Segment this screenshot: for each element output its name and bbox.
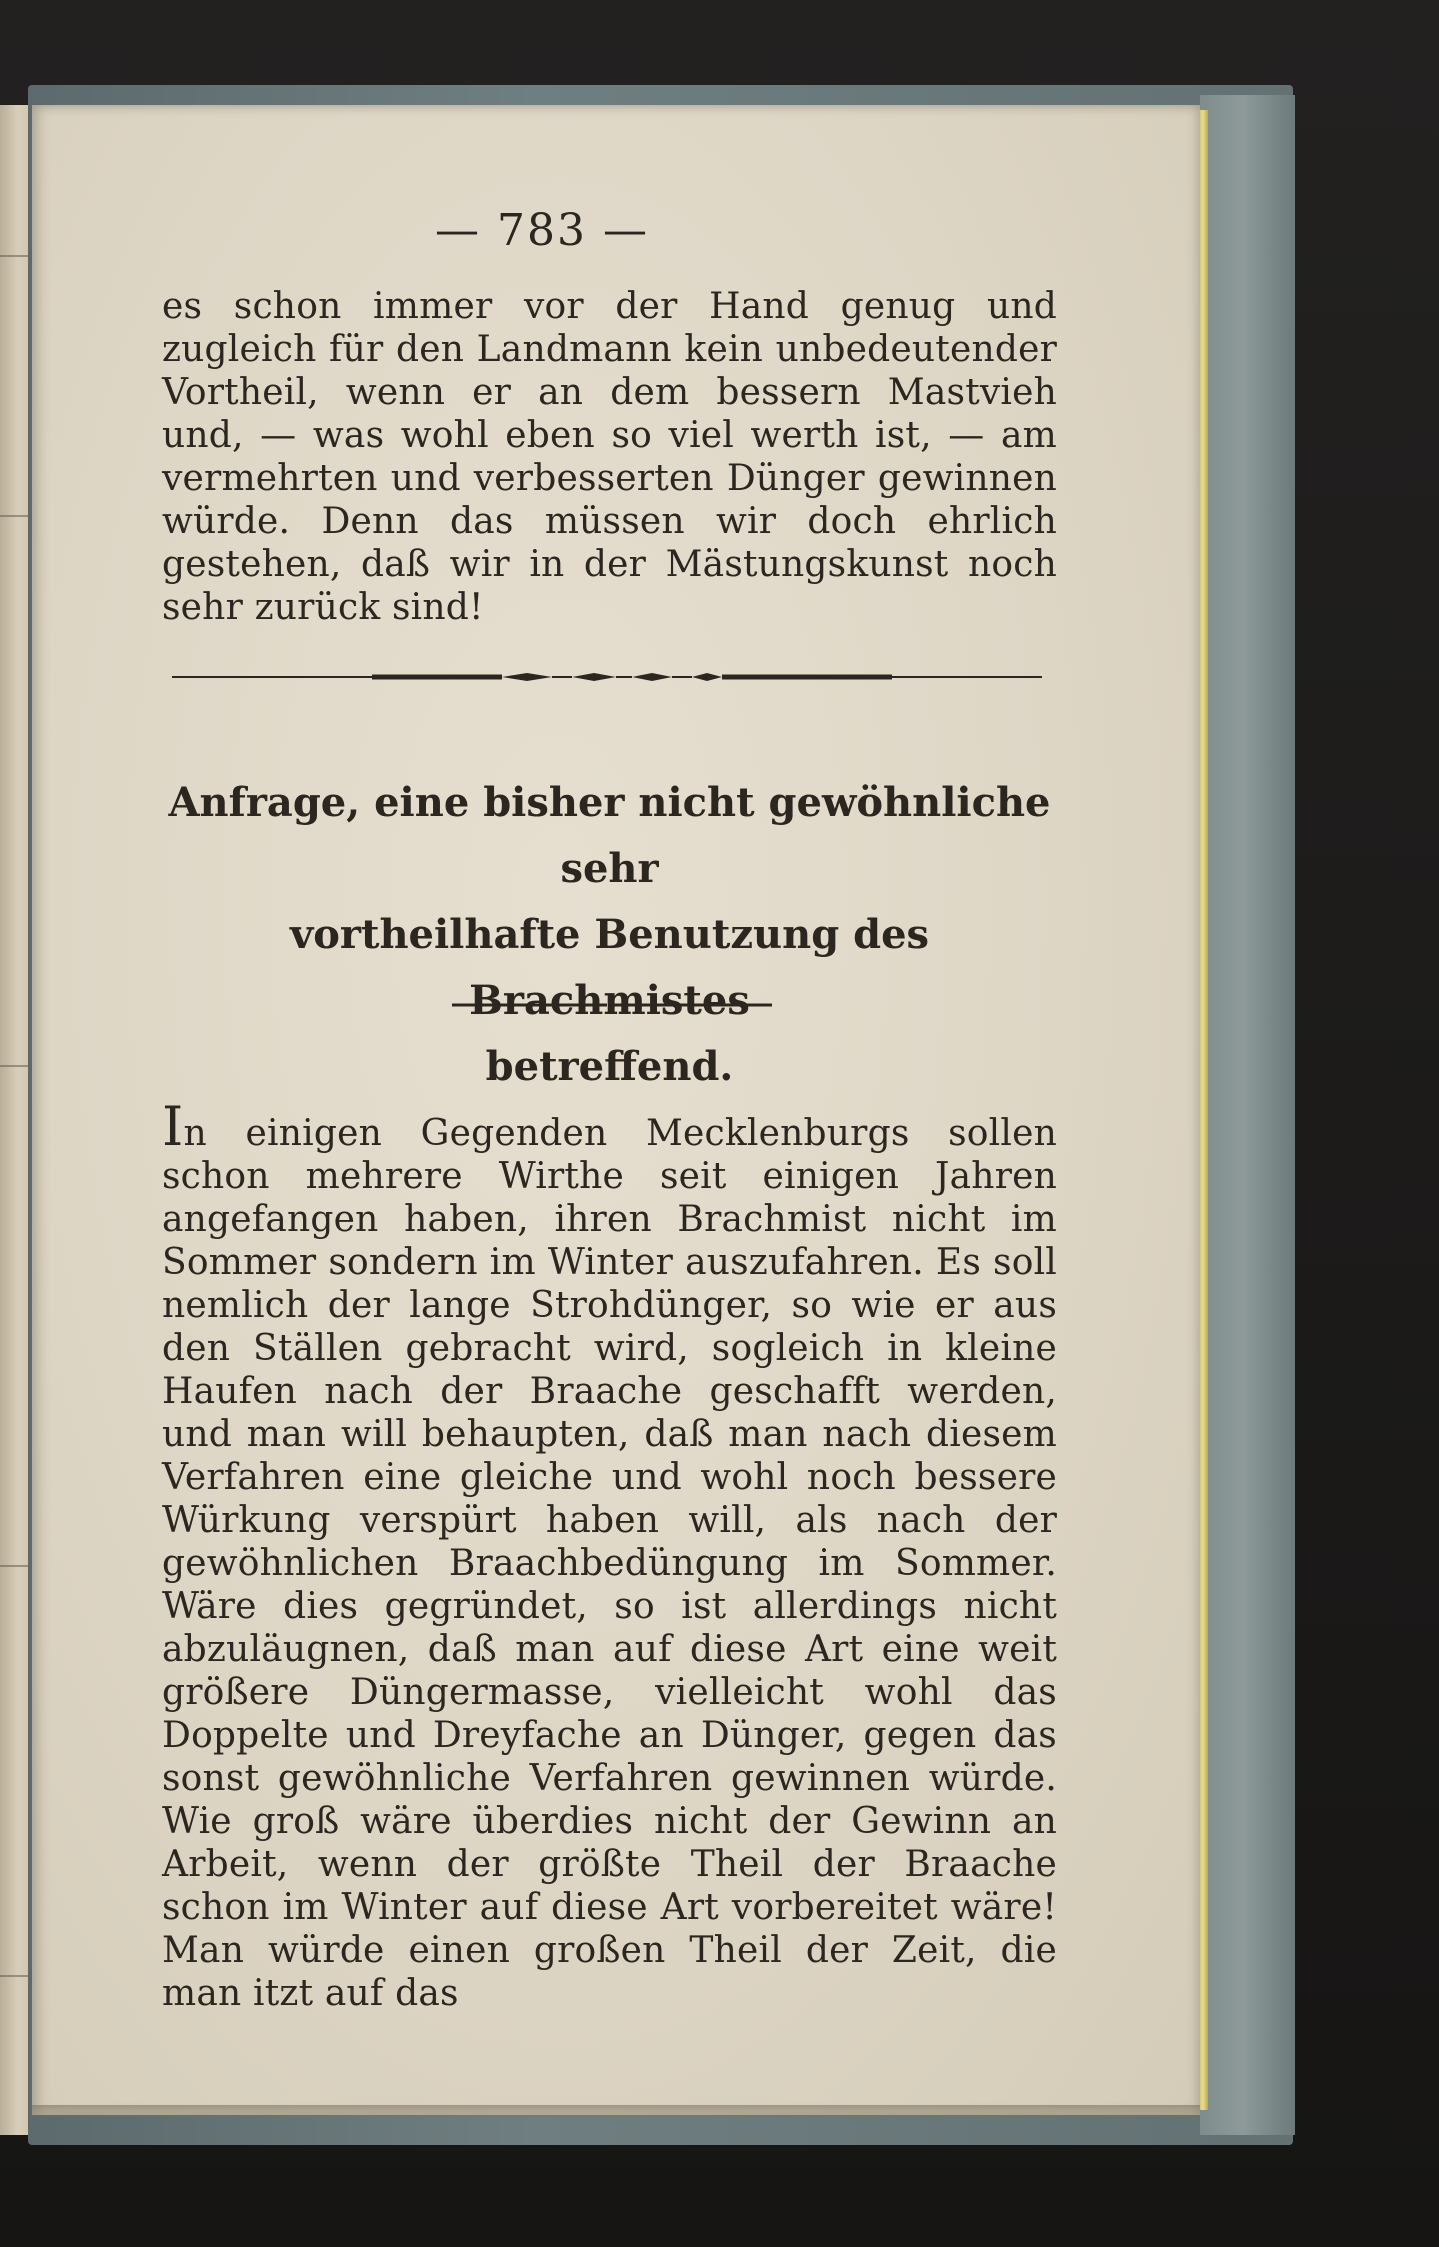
page-edge-mark — [0, 255, 30, 257]
paragraph-continued: es schon immer vor der Hand genug und zugleich für den Landmann kein unbedeutender Vortheil, wenn er an dem bessern Mastvieh und, — was wohl eben so viel werth ist, — am vermehrten und verbesserten Dünger gewinnen würde. Denn das müssen wir doch ehrlich gestehen, daß wir in der Mästungskunst noch sehr zurück sind! — [162, 286, 1057, 628]
section-divider-ornament — [172, 665, 1042, 689]
heading-line: betreffend. — [485, 1043, 734, 1090]
heading-line: Anfrage, eine bisher nicht gewöhnliche sehr — [168, 779, 1051, 892]
page-number: — 783 — — [435, 205, 649, 256]
cover-right-edge — [1200, 95, 1295, 2135]
article-body — [162, 1095, 1057, 2015]
page-edge-mark — [0, 1065, 30, 1067]
book-page — [32, 105, 1200, 2115]
article-body-text: n einigen Gegenden Mecklenburgs sollen schon mehrere Wirthe seit einigen Jahren angefangen haben, ihren Brachmist nicht im Sommer sondern im Winter auszufahren. Es soll nemlich der lange Strohdünger, so wie er aus den Ställen gebracht wird, sogleich in kleine Haufen nach der Braache geschafft werden, und man will behaupten, daß man nach diesem Verfahren eine gleiche und wohl noch bessere Würkung verspürt haben will, als nach der gewöhnlichen Braachbedüngung im Sommer. Wäre dies gegründet, so ist allerdings nicht abzuläugnen, daß man auf diese Art eine weit größere Düngermasse, vielleicht wohl das Doppelte und Dreyfache an Dünger, gegen das sonst gewöhnliche Verfahren gewinnen würde. Wie groß wäre überdies nicht der Gewinn an Arbeit, wenn der größte Theil der Braache schon im Winter auf diese Art vorbereitet wäre! Man würde einen großen Theil der Zeit, die man itzt auf das — [162, 1113, 1057, 2014]
initial-letter: I — [162, 1095, 184, 1158]
page-edge-mark — [0, 1975, 30, 1977]
page-bottom-shadow — [32, 2105, 1200, 2119]
heading-line: vortheilhafte Benutzung des Brachmistes — [289, 911, 930, 1024]
heading-underline-rule — [452, 1000, 772, 1010]
page-edge-mark — [0, 515, 30, 517]
page-edge-mark — [0, 1565, 30, 1567]
article-heading — [162, 770, 1057, 1100]
